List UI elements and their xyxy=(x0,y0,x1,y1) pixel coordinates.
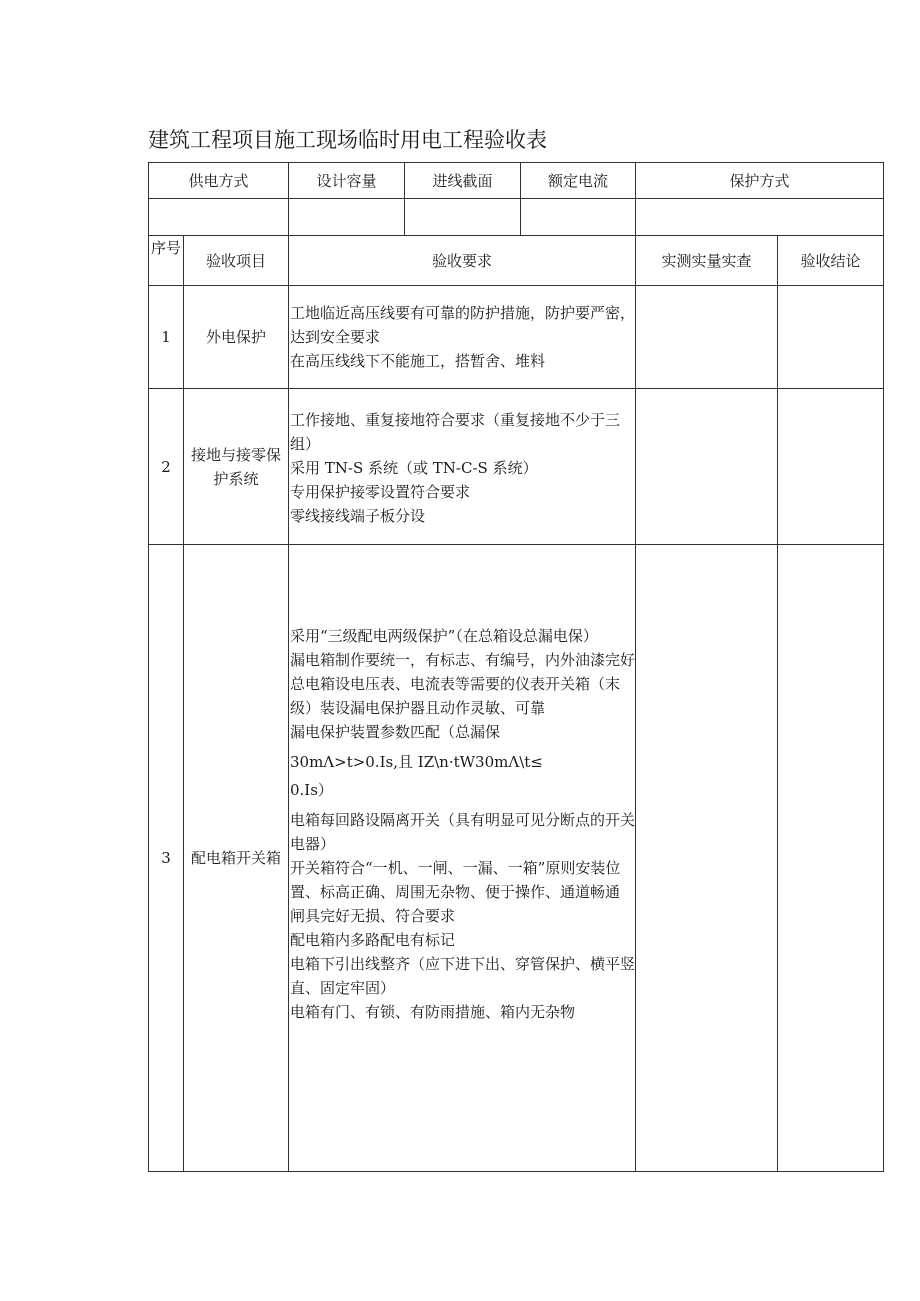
column-measured: 实测实量实查 xyxy=(661,251,752,270)
requirement-line: 漏电保护装置参数匹配（总漏保 xyxy=(290,723,501,741)
requirement-line: 零线接线端子板分设 xyxy=(290,507,426,525)
row-seq: 2 xyxy=(161,457,171,476)
row-seq: 1 xyxy=(161,328,171,346)
header-protection-method: 保护方式 xyxy=(729,171,790,190)
requirement-line: 专用保护接零设置符合要求 xyxy=(290,483,471,501)
column-seq: 序号 xyxy=(150,239,181,257)
header-inlet-section: 进线截面 xyxy=(432,171,493,190)
row-requirements xyxy=(289,408,635,528)
form-title: 建筑工程项目施工现场临时用电工程验收表 xyxy=(148,128,547,152)
row-requirements xyxy=(289,301,635,373)
header-design-capacity: 设计容量 xyxy=(316,171,377,190)
requirement-line: 漏电箱制作要统一，有标志、有编号，内外油漆完好 xyxy=(290,651,636,669)
row-item: 配电箱开关箱 xyxy=(190,849,281,867)
grid-line xyxy=(777,235,778,1172)
requirement-line: 总电箱设电压表、电流表等需要的仪表开关箱（末级）装设漏电保护器且动作灵敏、可靠 xyxy=(290,675,621,717)
grid-line xyxy=(635,162,636,1172)
requirement-line: 电箱有门、有锁、有防雨措施、箱内无杂物 xyxy=(290,1003,576,1021)
requirement-line: 开关箱符合“一机、一闸、一漏、一箱”原则安装位置、标高正确、周围无杂物、便于操作、通道畅通 xyxy=(290,859,621,901)
requirement-line: 闸具完好无损、符合要求 xyxy=(290,907,456,925)
requirement-line: 0.Is） xyxy=(290,781,333,799)
header-supply-method: 供电方式 xyxy=(188,171,249,190)
grid-line xyxy=(883,162,884,1172)
requirement-line: 采用 TN-S 系统（或 TN-C-S 系统） xyxy=(290,459,538,477)
requirement-line: 在高压线线下不能施工，搭暂舍、堆料 xyxy=(290,352,546,370)
requirement-line: 配电箱内多路配电有标记 xyxy=(290,931,456,949)
requirement-line: 电箱下引出线整齐（应下进下出、穿管保护、横平竖直、固定牢固） xyxy=(290,955,636,997)
row-requirements xyxy=(289,624,635,1024)
column-conclusion: 验收结论 xyxy=(800,251,861,270)
requirement-line: 电箱每回路设隔离开关（具有明显可见分断点的开关电器） xyxy=(290,811,636,853)
grid-line xyxy=(148,1171,884,1172)
grid-line xyxy=(148,198,884,199)
column-item: 验收项目 xyxy=(205,251,266,270)
row-seq: 3 xyxy=(161,849,171,867)
requirement-line: 工地临近高压线要有可靠的防护措施，防护要严密，达到安全要求 xyxy=(290,304,636,346)
requirement-line: 采用“三级配电两级保护”（在总箱设总漏电保） xyxy=(290,627,598,645)
row-item: 外电保护 xyxy=(205,328,266,346)
column-requirement: 验收要求 xyxy=(431,251,492,270)
requirement-line: 30mΛ>t>0.Is,且 IZ\n·tW30mΛ\t≤ xyxy=(290,753,543,771)
header-rated-current: 额定电流 xyxy=(547,171,608,190)
row-item: 接地与接零保护系统 xyxy=(190,445,281,488)
requirement-line: 工作接地、重复接地符合要求（重复接地不少于三组） xyxy=(290,411,621,453)
